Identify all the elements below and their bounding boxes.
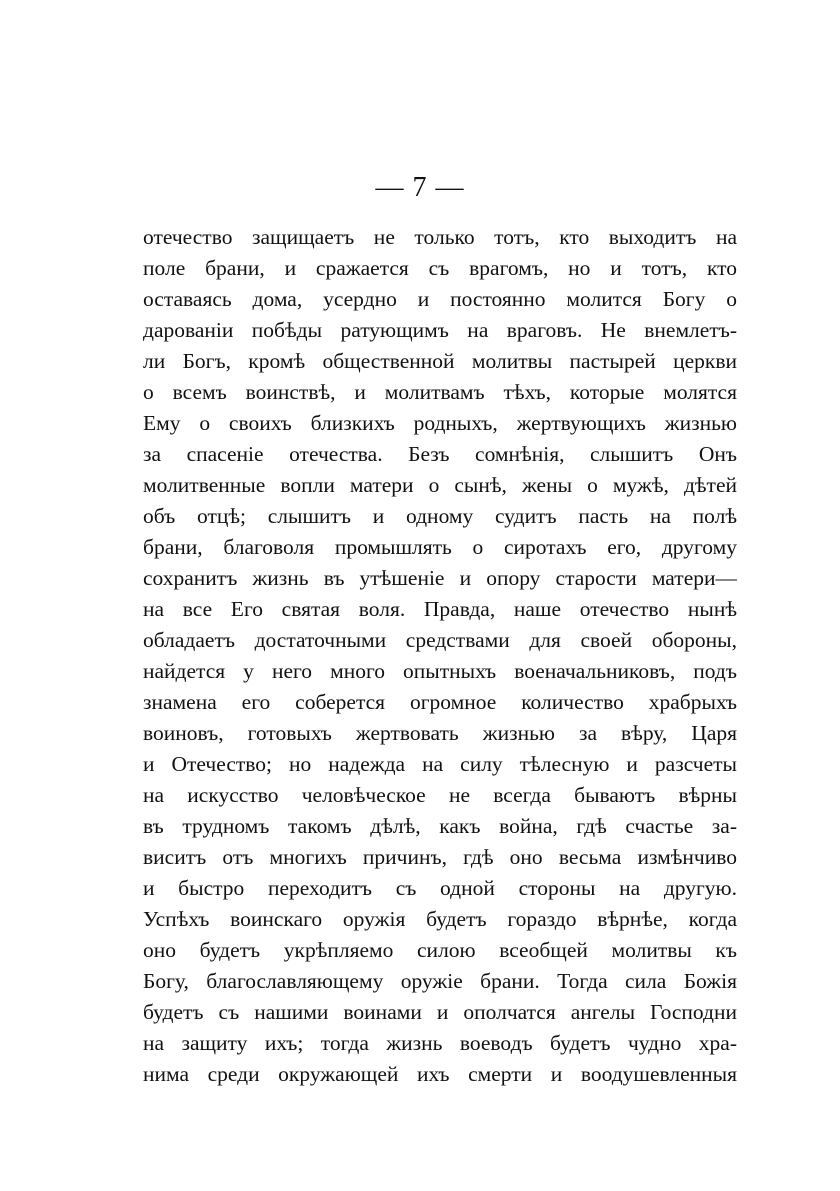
text-line: нима среди окружающей ихъ смерти и воодушевленныя — [143, 1062, 737, 1086]
text-line: Ему о своихъ близкихъ родныхъ, жертвующихъ жизнью — [143, 411, 737, 435]
text-line: отечество защищаетъ не только тотъ, кто выходитъ на — [143, 225, 737, 249]
text-line: Успѣхъ воинскаго оружія будетъ гораздо вѣрнѣе, когда — [143, 907, 737, 931]
text-line: за спасеніе отечества. Безъ сомнѣнія, слышитъ Онъ — [143, 442, 737, 466]
body-text — [143, 222, 737, 1090]
text-line: виситъ отъ многихъ причинъ, гдѣ оно весьма измѣнчиво — [143, 845, 737, 869]
text-line: сохранитъ жизнь въ утѣшеніе и опору старости матери— — [143, 566, 737, 590]
text-line: найдется у него много опытныхъ военачальниковъ, подъ — [143, 659, 737, 683]
text-line: брани, благоволя промышлять о сиротахъ его, другому — [143, 535, 737, 559]
text-line: на все Его святая воля. Правда, наше отечество нынѣ — [143, 597, 737, 621]
text-line: о всемъ воинствѣ, и молитвамъ тѣхъ, которые молятся — [143, 380, 737, 404]
text-line: воиновъ, готовыхъ жертвовать жизнью за вѣру, Царя — [143, 721, 737, 745]
text-line: оставаясь дома, усердно и постоянно молится Богу о — [143, 287, 737, 311]
text-line: ли Богъ, кромѣ общественной молитвы пастырей церкви — [143, 349, 737, 373]
text-line: и быстро переходитъ съ одной стороны на другую. — [143, 876, 737, 900]
text-line: будетъ съ нашими воинами и ополчатся ангелы Господни — [143, 1000, 737, 1024]
text-line: знамена его соберется огромное количество храбрыхъ — [143, 690, 737, 714]
text-line: оно будетъ укрѣпляемо силою всеобщей молитвы къ — [143, 938, 737, 962]
text-line: молитвенные вопли матери о сынѣ, жены о мужѣ, дѣтей — [143, 473, 737, 497]
text-line: поле брани, и сражается съ врагомъ, но и тотъ, кто — [143, 256, 737, 280]
text-line: на защиту ихъ; тогда жизнь воеводъ будетъ чудно хра- — [143, 1031, 737, 1055]
text-line: обладаетъ достаточными средствами для своей обороны, — [143, 628, 737, 652]
text-line: объ отцѣ; слышитъ и одному судитъ пасть на полѣ — [143, 504, 737, 528]
page-number: — 7 — — [375, 172, 465, 203]
text-line: и Отечество; но надежда на силу тѣлесную и разсчеты — [143, 752, 737, 776]
text-line: на искусство человѣческое не всегда бываютъ вѣрны — [143, 783, 737, 807]
text-line: Богу, благославляющему оружіе брани. Тогда сила Божія — [143, 969, 737, 993]
text-line: дарованіи побѣды ратующимъ на враговъ. Не внемлетъ- — [143, 318, 737, 342]
text-line: въ трудномъ такомъ дѣлѣ, какъ война, гдѣ счастье за- — [143, 814, 737, 838]
